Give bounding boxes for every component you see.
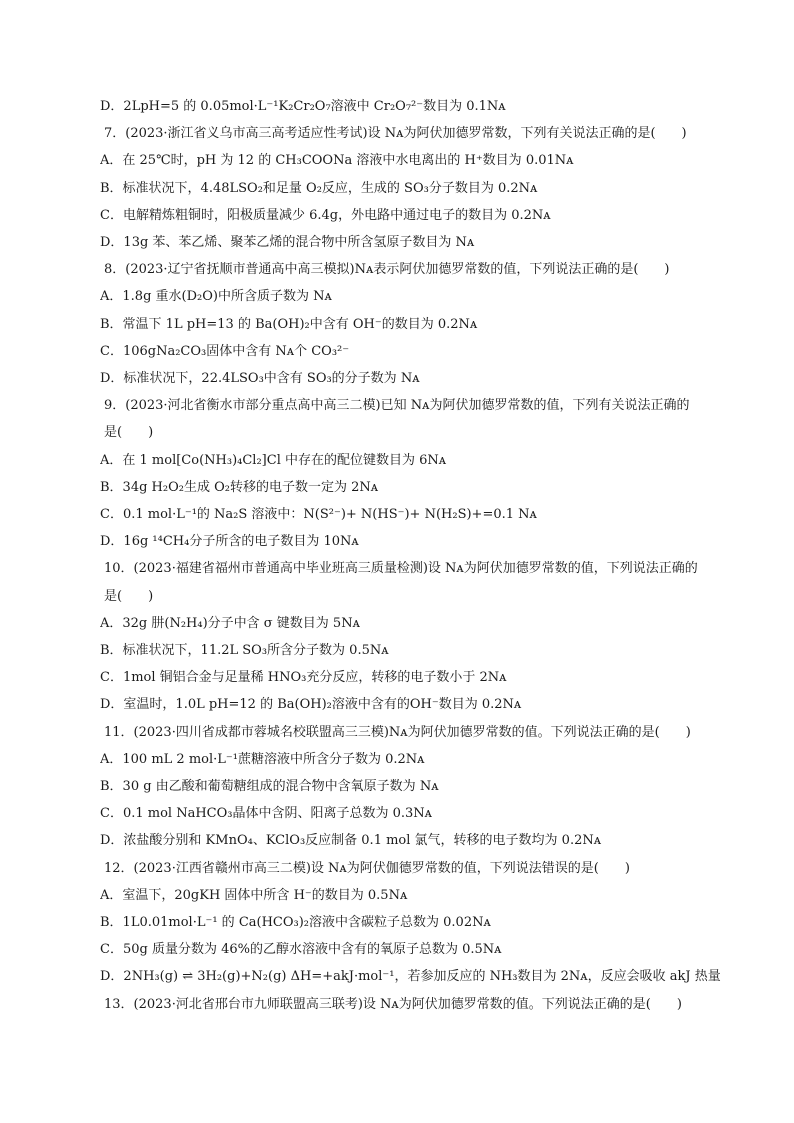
option-line: B．1L0.01mol·L⁻¹ 的 Ca(HCO₃)₂溶液中含碳粒子总数为 0.02Nᴀ xyxy=(100,915,491,930)
question-line: 9．(2023·河北省衡水市部分重点高中高三二模)已知 Nᴀ为阿伏加德罗常数的值，下列有关说法正确的 xyxy=(104,398,690,414)
option-line: A．32g 肼(N₂H₄)分子中含 σ 键数目为 5Nᴀ xyxy=(100,615,360,631)
option-line: B．34g H₂O₂生成 O₂转移的电子数一定为 2Nᴀ xyxy=(100,479,379,495)
question-line: 是( ) xyxy=(104,425,154,441)
option-line: B．标准状况下，11.2L SO₃所含分子数为 0.5Nᴀ xyxy=(100,643,389,658)
option-line: C．1mol 铜铝合金与足量稀 HNO₃充分反应，转移的电子数小于 2Nᴀ xyxy=(100,670,507,686)
option-line: B．常温下 1L pH=13 的 Ba(OH)₂中含有 OH⁻的数目为 0.2Nᴀ xyxy=(100,316,478,332)
question-line: 10．(2023·福建省福州市普通高中毕业班高三质量检测)设 Nᴀ为阿伏加德罗常数的值，下列说法正确的 xyxy=(104,561,698,577)
question-line: 12．(2023·江西省赣州市高三二模)设 Nᴀ为阿伏伽德罗常数的值，下列说法错误的是( ) xyxy=(104,860,630,876)
option-line: C．50g 质量分数为 46%的乙醇水溶液中含有的氧原子总数为 0.5Nᴀ xyxy=(100,942,502,958)
option-line: A．1.8g 重水(D₂O)中所含质子数为 Nᴀ xyxy=(100,289,332,305)
option-line: A．100 mL 2 mol·L⁻¹蔗糖溶液中所含分子数为 0.2Nᴀ xyxy=(100,751,425,767)
option-line: D．13g 苯、苯乙烯、聚苯乙烯的混合物中所含氢原子数目为 Nᴀ xyxy=(100,235,475,250)
option-line: C．106gNa₂CO₃固体中含有 Nᴀ个 CO₃²⁻ xyxy=(100,343,350,359)
option-line: D．标准状况下，22.4LSO₃中含有 SO₃的分子数为 Nᴀ xyxy=(100,371,420,386)
option-line: C．电解精炼粗铜时，阳极质量减少 6.4g，外电路中通过电子的数目为 0.2Nᴀ xyxy=(100,207,551,223)
question-line: 13．(2023·河北省邢台市九师联盟高三联考)设 Nᴀ为阿伏加德罗常数的值。下列说法正确的是( ) xyxy=(104,996,682,1012)
option-line: D．室温时，1.0L pH=12 的 Ba(OH)₂溶液中含有的OH⁻数目为 0.2Nᴀ xyxy=(100,697,522,713)
option-line: A．室温下，20gKH 固体中所含 H⁻的数目为 0.5Nᴀ xyxy=(100,887,408,903)
option-line: B．标准状况下，4.48LSO₂和足量 O₂反应，生成的 SO₃分子数目为 0.2Nᴀ xyxy=(100,180,538,196)
option-line: D．浓盐酸分别和 KMnO₄、KClO₃反应制备 0.1 mol 氯气，转移的电子数均为 0.2Nᴀ xyxy=(100,833,602,849)
option-line: A．在 25℃时，pH 为 12 的 CH₃COONa 溶液中水电离出的 H⁺数目为 0.01Nᴀ xyxy=(100,153,574,169)
question-line: 11．(2023·四川省成都市蓉城名校联盟高三三模)Nᴀ为阿伏加德罗常数的值。下列说法正确的是( ) xyxy=(104,724,691,740)
option-line: C．0.1 mol NaHCO₃晶体中含阴、阳离子总数为 0.3Nᴀ xyxy=(100,806,433,822)
question-line: 7．(2023·浙江省义乌市高三高考适应性考试)设 Nᴀ为阿伏加德罗常数，下列有关说法正确的是( ) xyxy=(104,126,687,142)
question-line: 8．(2023·辽宁省抚顺市普通高中高三模拟)Nᴀ表示阿伏加德罗常数的值，下列说法正确的是( ) xyxy=(104,262,670,278)
option-line: C．0.1 mol·L⁻¹的 Na₂S 溶液中：N(S²⁻)+ N(HS⁻)+ N(H₂S)+=0.1 Nᴀ xyxy=(100,507,537,522)
option-line: A．在 1 mol[Co(NH₃)₄Cl₂]Cl 中存在的配位键数目为 6Nᴀ xyxy=(100,452,447,468)
option-line: D．2LpH=5 的 0.05mol·L⁻¹K₂Cr₂O₇溶液中 Cr₂O₇²⁻数目为 0.1Nᴀ xyxy=(100,99,506,114)
question-line: 是( ) xyxy=(104,588,154,604)
option-line: D．2NH₃(g) ⇌ 3H₂(g)+N₂(g) ΔH=+akJ·mol⁻¹，若参加反应的 NH₃数目为 2Nᴀ，反应会吸收 akJ 热量 xyxy=(100,969,721,985)
option-line: B．30 g 由乙酸和葡萄糖组成的混合物中含氧原子数为 Nᴀ xyxy=(100,779,439,794)
option-line: D．16g ¹⁴CH₄分子所含的电子数目为 10Nᴀ xyxy=(100,534,359,550)
